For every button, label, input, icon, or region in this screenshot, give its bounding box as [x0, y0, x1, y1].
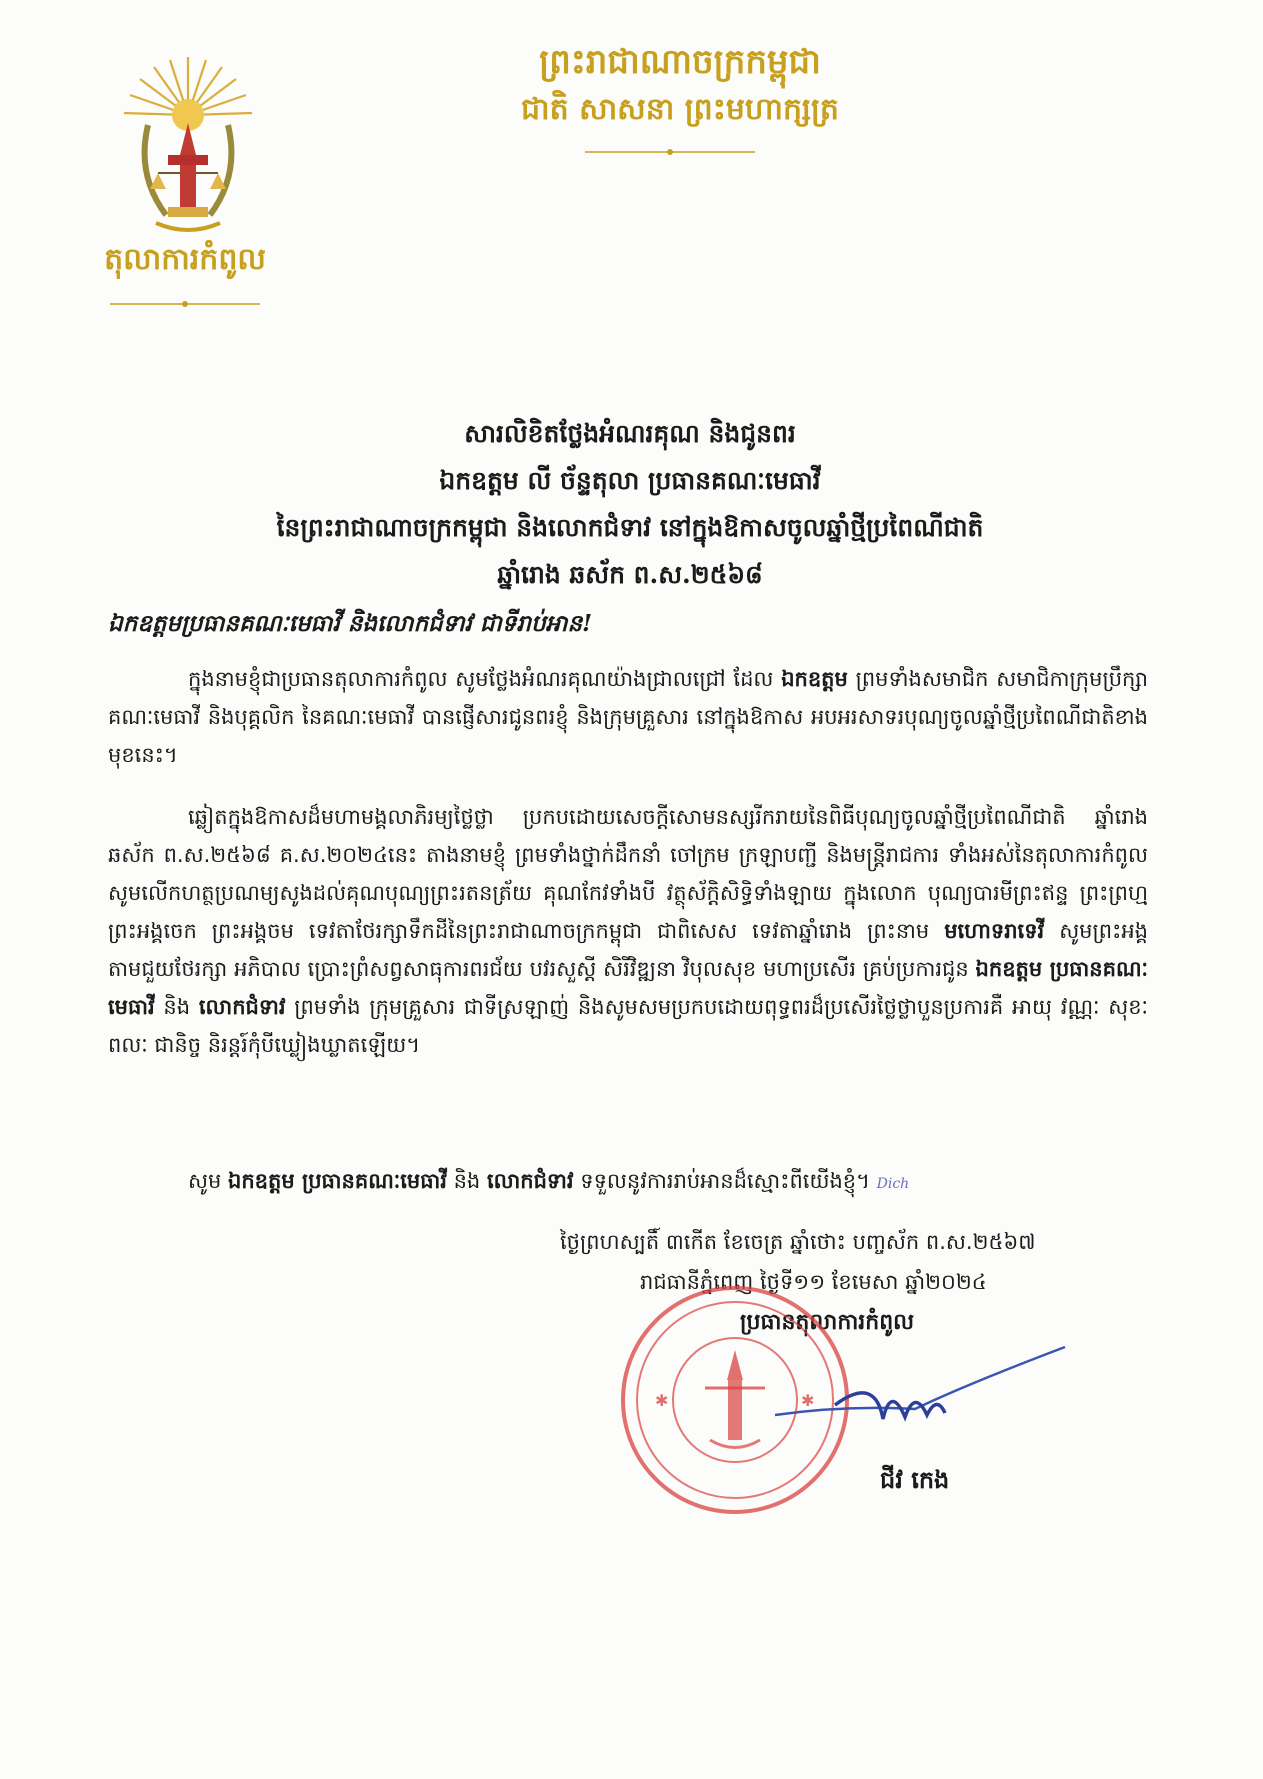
- ornamental-divider: [585, 148, 755, 156]
- national-motto: ជាតិ សាសនា ព្រះមហាក្សត្រ: [521, 92, 839, 127]
- salutation: ឯកឧត្តមប្រធានគណៈមេធាវី និងលោកជំទាវ ជាទីរាប់អាន!: [108, 610, 593, 637]
- kingdom-motto: [440, 36, 920, 132]
- ornamental-divider: [110, 300, 260, 308]
- signatory-title: ប្រធានតុលាការកំពូល: [740, 1309, 915, 1335]
- letter-body: [108, 660, 1148, 1088]
- title-line: ឆ្នាំរោង ឆស័ក ព.ស.២៥៦៨: [497, 560, 763, 589]
- paragraph: ក្នុងនាមខ្ញុំជាប្រធានតុលាការកំពូល សូមថ្លែងអំណរគុណយ៉ាងជ្រាលជ្រៅ ដែល ឯកឧត្តម ព្រមទាំងសមាជិក សមាជិកាក្រុមប្រឹក្សាគណៈមេធាវី និងបុគ្គលិក នៃគណៈមេធាវី បានផ្ញើសារជូនពរខ្ញុំ និងក្រុមគ្រួសារ នៅក្នុងឱកាស អបអរសាទរបុណ្យចូលឆ្នាំថ្មីប្រពៃណីជាតិខាងមុខនេះ។: [108, 666, 1148, 767]
- handwritten-signature: [765, 1345, 1075, 1455]
- letter-title: [150, 410, 1110, 598]
- closing-line: សូម ឯកឧត្តម ប្រធានគណៈមេធាវី និង លោកជំទាវ ទទួលនូវការរាប់អានដ៏ស្មោះពីយើងខ្ញុំ។ Dich: [188, 1168, 910, 1193]
- title-line: សារលិខិតថ្លែងអំណរគុណ និងជូនពរ: [464, 419, 796, 448]
- institution-name: តុលាការកំពូល: [104, 242, 266, 277]
- paragraph: ឆ្លៀតក្នុងឱកាសដ៏មហាមង្គលាភិរម្យថ្លៃថ្លា ប្រកបដោយសេចក្តីសោមនស្សរីករាយនៃពិធីបុណ្យចូលឆ្នាំថ្មីប្រពៃណីជាតិ ឆ្នាំរោង ឆស័ក ព.ស.២៥៦៨ គ.ស.២០២៤នេះ តាងនាមខ្ញុំ ព្រមទាំងថ្នាក់ដឹកនាំ ចៅក្រម ក្រឡាបញ្ជី និងមន្ត្រីរាជការ ទាំងអស់នៃតុលាការកំពូល សូមលើកហត្ថប្រណម្យសូងដល់គុណបុណ្យព្រះរតនត្រ័យ គុណកែវទាំងបី វត្ថុស័ក្តិសិទ្ធិទាំងឡាយ ក្នុងលោក បុណ្យបារមីព្រះឥន្ទ ព្រះព្រហ្ម ព្រះអង្គចេក ព្រះអង្គចម ទេវតាថែរក្សាទឹកដីនៃព្រះរាជាណាចក្រកម្ពុជា ជាពិសេស ទេវតាឆ្នាំរោង ព្រះនាម មហោទរាទេវី សូមព្រះអង្គតាមជួយថែរក្សា អភិបាល ប្រោះព្រំសព្វសាធុការពរជ័យ បវរសួស្តី សិរីវិឌ្ឍនា វិបុលសុខ មហាប្រសើរ គ្រប់ប្រការជូន ឯកឧត្តម ប្រធានគណៈមេធាវី និង លោកជំទាវ ព្រមទាំង ក្រុមគ្រួសារ ជាទីស្រឡាញ់ និងសូមសមប្រកបដោយពុទ្ធពរដ៏ប្រសើរថ្លៃថ្លាបួនប្រការគឺ អាយុ វណ្ណៈ សុខៈ ពលៈ ជានិច្ច និរន្តរ៍កុំបីឃ្លៀងឃ្លាតឡើយ។: [108, 805, 1148, 1057]
- supreme-court-emblem: [118, 55, 258, 240]
- handwritten-initials: Dich: [876, 1176, 910, 1192]
- signatory-name: ជីវ កេង: [880, 1465, 950, 1494]
- title-line: នៃព្រះរាជាណាចក្រកម្ពុជា និងលោកជំទាវ នៅក្នុងឱកាសចូលឆ្នាំថ្មីប្រពៃណីជាតិ: [276, 513, 984, 542]
- svg-text:✱: ✱: [655, 1391, 669, 1410]
- lunar-date: ថ្ងៃព្រហស្បតិ៍ ៣កើត ខែចេត្រ ឆ្នាំថោះ បញ្ចស័ក ព.ស.២៥៦៧: [560, 1230, 1036, 1254]
- solar-date: រាជធានីភ្នំពេញ ថ្ងៃទី១១ ខែមេសា ឆ្នាំ២០២៤: [640, 1270, 987, 1294]
- title-line: ឯកឧត្តម លី ច័ន្ទតុលា ប្រធានគណៈមេធាវី: [439, 466, 821, 495]
- svg-text:✱: ✱: [801, 1391, 815, 1410]
- kingdom-name: ព្រះរាជាណាចក្រកម្ពុជា: [539, 42, 821, 82]
